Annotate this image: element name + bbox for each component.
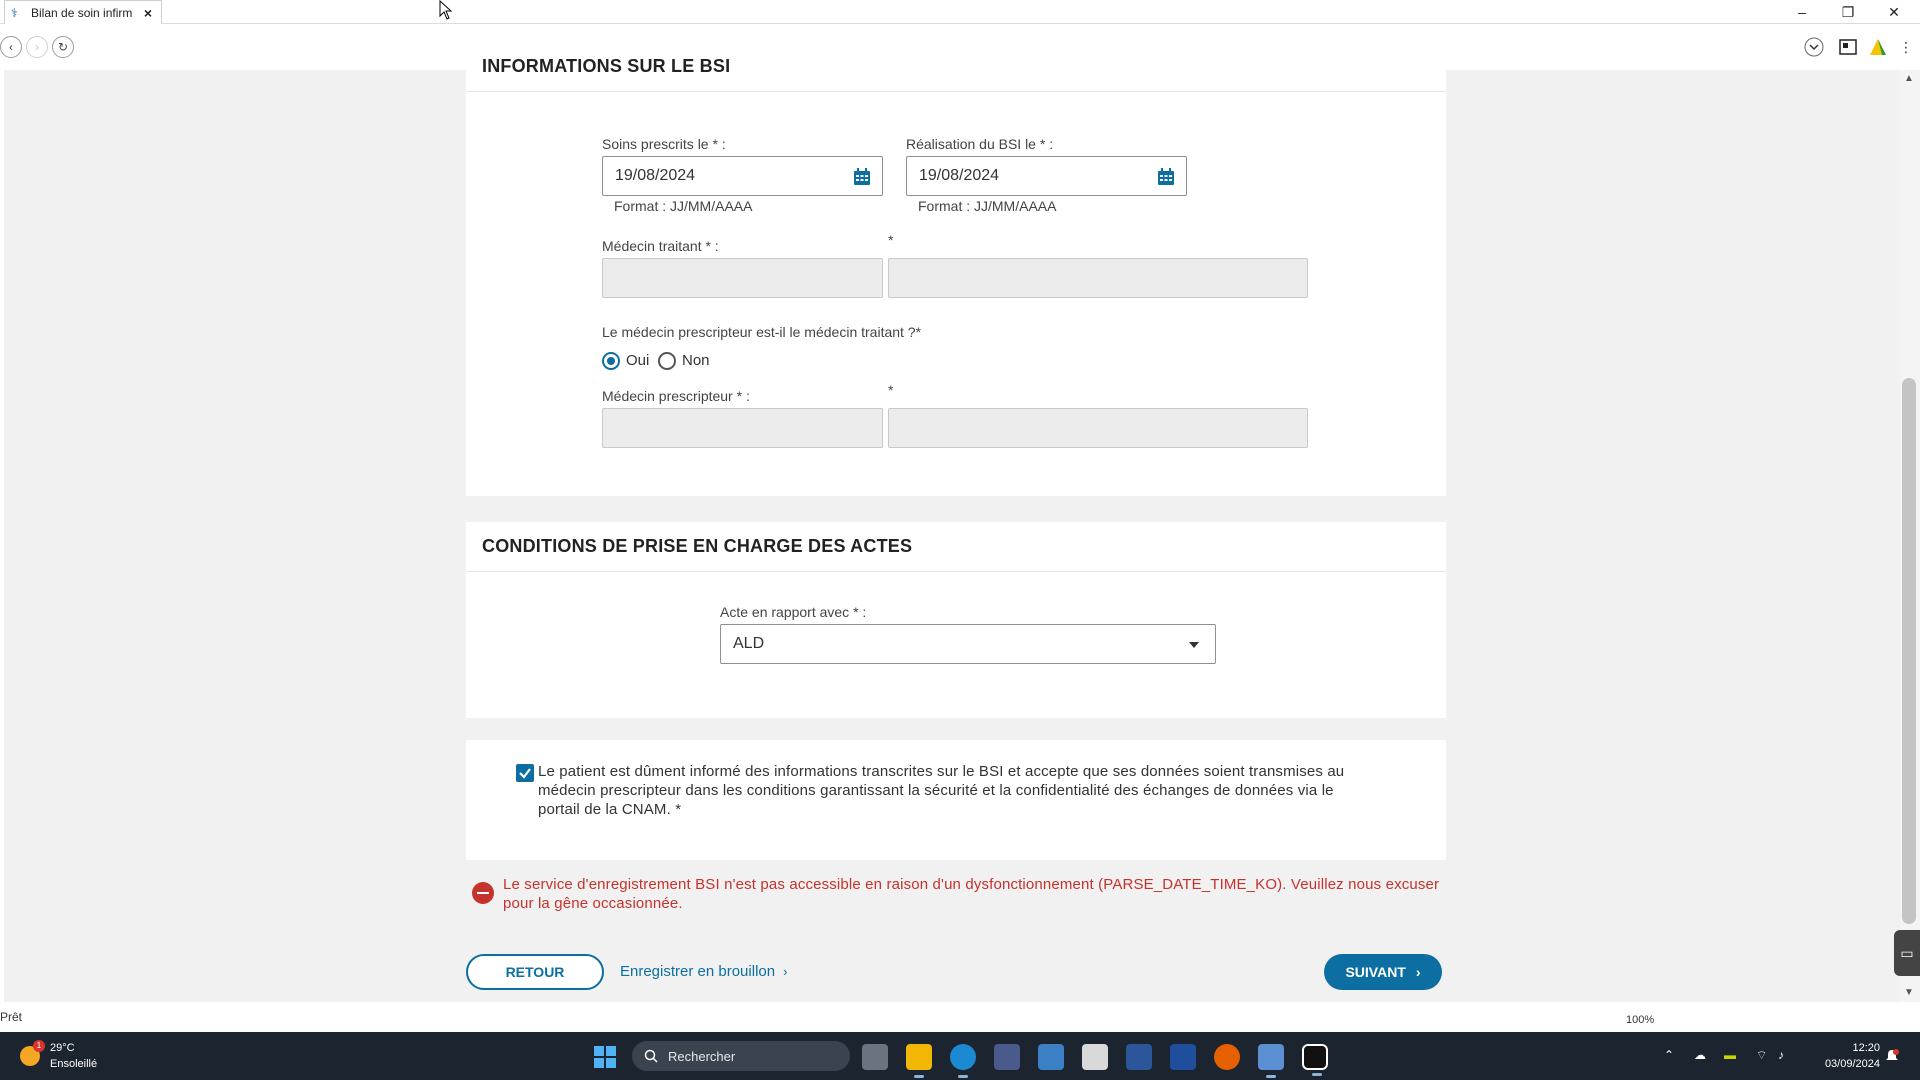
acte-label: Acte en rapport avec * : <box>720 604 867 620</box>
mouse-cursor-icon <box>439 0 453 20</box>
app-icon-3[interactable] <box>1082 1044 1108 1070</box>
scrollbar-thumb[interactable] <box>1902 378 1916 924</box>
firefox-icon[interactable] <box>1214 1044 1240 1070</box>
acte-select[interactable] <box>720 624 1216 664</box>
clock-date: 03/09/2024 <box>1824 1058 1880 1070</box>
reader-view-icon[interactable] <box>1836 35 1860 59</box>
browser-tab[interactable] <box>4 0 162 24</box>
bsi-info-header: INFORMATIONS SUR LE BSI <box>466 40 1446 92</box>
soins-prescrits-hint: Format : JJ/MM/AAAA <box>614 198 753 214</box>
scroll-down-arrow-icon[interactable]: ▼ <box>1904 987 1914 998</box>
realisation-date-input[interactable] <box>906 156 1187 196</box>
side-chat-widget-icon[interactable]: ▭ <box>1894 930 1920 976</box>
bsi-info-panel <box>466 40 1446 496</box>
taskbar-clock[interactable] <box>1808 1040 1880 1072</box>
soins-prescrits-date-input[interactable] <box>602 156 883 196</box>
caret-down-icon <box>1189 642 1199 648</box>
chevron-right-icon: › <box>783 964 788 979</box>
checkmark-icon <box>516 764 534 782</box>
app-icon-2[interactable] <box>1038 1044 1064 1070</box>
clock-time: 12:20 <box>1852 1042 1880 1054</box>
wifi-icon[interactable]: ⌔ <box>1756 1048 1768 1062</box>
medecin-prescripteur-detail-field <box>888 408 1308 448</box>
consent-panel <box>466 740 1446 860</box>
soins-prescrits-label: Soins prescrits le * : <box>602 136 726 152</box>
error-icon <box>472 882 494 904</box>
retour-button[interactable]: RETOUR <box>466 954 604 990</box>
weather-temperature: 29°C <box>50 1042 75 1054</box>
tray-app-icon[interactable]: ▬ <box>1724 1048 1736 1062</box>
chevron-up-icon[interactable]: ⌃ <box>1664 1048 1675 1062</box>
notification-bell-icon[interactable] <box>1884 1048 1900 1064</box>
status-text: Prêt <box>0 1010 23 1024</box>
weather-widget[interactable] <box>18 1040 118 1074</box>
radio-oui-label[interactable]: Oui <box>626 352 650 369</box>
acte-select-value: ALD <box>733 635 765 652</box>
zoom-level[interactable]: 100% <box>1626 1014 1655 1026</box>
error-message-line2: pour la gêne occasionnée. <box>503 895 683 912</box>
minimize-window-button[interactable]: – <box>1798 4 1806 20</box>
radio-non[interactable] <box>658 352 676 370</box>
save-draft-link[interactable] <box>620 963 787 980</box>
restore-window-button[interactable]: ❐ <box>1841 3 1855 20</box>
realisation-hint: Format : JJ/MM/AAAA <box>918 198 1057 214</box>
page-viewport <box>4 56 1900 1002</box>
weather-condition: Ensoleillé <box>50 1058 98 1070</box>
medecin-prescripteur-label: Médecin prescripteur * : <box>602 388 750 404</box>
conditions-header: CONDITIONS DE PRISE EN CHARGE DES ACTES <box>466 522 1446 572</box>
word-icon[interactable] <box>1126 1044 1152 1070</box>
search-placeholder: Rechercher <box>668 1048 736 1064</box>
prescripteur-question: Le médecin prescripteur est-il le médecin traitant ?* <box>602 324 922 340</box>
forward-button[interactable]: › <box>26 36 48 58</box>
medecin-traitant-label: Médecin traitant * : <box>602 238 719 254</box>
dropdown-chevron-icon[interactable] <box>1802 35 1826 59</box>
calendar-icon[interactable] <box>1156 167 1176 187</box>
back-button[interactable]: ‹ <box>0 36 22 58</box>
taskbar-search-input[interactable] <box>632 1041 850 1071</box>
app-icon-4[interactable] <box>1170 1044 1196 1070</box>
volume-icon[interactable]: ♪ <box>1778 1048 1784 1062</box>
suivant-button[interactable] <box>1324 954 1442 990</box>
consent-text-line2: médecin prescripteur dans les conditions garantissant la sécurité et la confidentialité des échanges de données via le <box>538 782 1334 799</box>
reload-button[interactable]: ↻ <box>52 36 74 58</box>
consent-text-line3: portail de la CNAM. * <box>538 801 682 818</box>
windows-start-icon[interactable] <box>594 1046 616 1068</box>
radio-non-label[interactable]: Non <box>682 352 710 369</box>
realisation-value: 19/08/2024 <box>919 167 1000 184</box>
required-star: * <box>888 382 894 398</box>
medecin-traitant-detail-field <box>888 258 1308 298</box>
consent-checkbox[interactable] <box>516 764 534 782</box>
conditions-panel <box>466 522 1446 718</box>
soins-prescrits-value: 19/08/2024 <box>615 167 696 184</box>
browser-tab-bar <box>0 0 1920 24</box>
windows-taskbar <box>0 1032 1920 1080</box>
chevron-right-icon: › <box>1415 964 1421 980</box>
ameli-app-icon[interactable] <box>1258 1044 1284 1070</box>
suivant-label: SUIVANT <box>1345 964 1406 980</box>
consent-text-line1: Le patient est dûment informé des informations transcrites sur le BSI et accepte que ses données soient transmises au <box>538 763 1345 780</box>
weather-badge: 1 <box>33 1040 45 1052</box>
close-window-button[interactable]: ✕ <box>1888 3 1900 20</box>
required-star: * <box>888 232 894 248</box>
edge-browser-icon[interactable] <box>950 1044 976 1070</box>
tab-close-icon[interactable]: × <box>143 4 153 21</box>
tab-title: Bilan de soin infirm <box>31 5 133 20</box>
radio-oui[interactable] <box>602 352 620 370</box>
task-view-icon[interactable] <box>862 1044 888 1070</box>
extension-icon[interactable] <box>1866 35 1890 59</box>
medecin-traitant-name-field <box>602 258 883 298</box>
medecin-prescripteur-name-field <box>602 408 883 448</box>
app-icon-1[interactable] <box>994 1044 1020 1070</box>
realisation-label: Réalisation du BSI le * : <box>906 136 1054 152</box>
menu-kebab-icon[interactable]: ⋮ <box>1899 38 1913 55</box>
save-draft-label: Enregistrer en brouillon <box>620 963 776 980</box>
file-explorer-icon[interactable] <box>906 1044 932 1070</box>
teamviewer-icon[interactable] <box>1302 1044 1328 1070</box>
ameli-favicon-icon: ⚕ <box>11 5 18 20</box>
calendar-icon[interactable] <box>852 167 872 187</box>
scroll-up-arrow-icon[interactable]: ▲ <box>1904 73 1914 84</box>
cloud-icon[interactable]: ☁ <box>1694 1048 1706 1062</box>
browser-status-bar <box>0 1002 1920 1032</box>
error-message-line1: Le service d'enregistrement BSI n'est pas accessible en raison d'un dysfonctionnement (PARSE_DATE_TIME_KO). Veuillez nous excuser <box>503 876 1440 893</box>
search-icon <box>644 1049 658 1063</box>
